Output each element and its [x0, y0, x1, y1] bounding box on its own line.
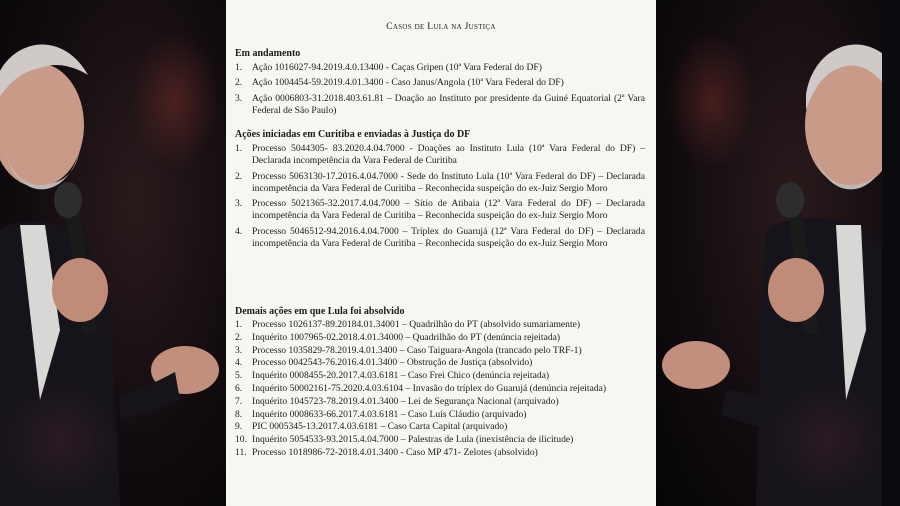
list-item: 3. Processo 5021365-32.2017.4.04.7000 – Sítio de Atibaia (12ª Vara Federal do DF) – Declarada incompetência da Vara Federal de Curitiba – Reconhecida suspeição do ex-Juiz Sergio Moro [235, 198, 645, 222]
list-item: 7. Inquérito 1045723-78.2019.4.01.3400 – Lei de Segurança Nacional (arquivado) [235, 395, 559, 407]
list-item: 2. Inquérito 1007965-02.2018.4.01.34000 – Quadrilhão do PT (denúncia rejeitada) [235, 331, 561, 343]
section-list [235, 62, 645, 120]
list-item: 6. Inquérito 50002161-75.2020.4.03.6104 – Invasão do tríplex do Guarujá (denúncia rejeitada) [235, 382, 607, 394]
section-heading: Demais ações em que Lula foi absolvido [235, 306, 405, 317]
section-heading: Em andamento [235, 48, 301, 59]
document-title: Casos de Lula na Justiça [386, 22, 496, 32]
right-speaker-photo [656, 0, 882, 506]
list-item: 5. Inquérito 0008455-20.2017.4.03.6181 – Caso Frei Chico (denúncia rejeitada) [235, 370, 550, 382]
list-item: 4. Processo 0042543-76.2016.4.01.3400 – Obstrução de Justiça (absolvido) [235, 357, 533, 369]
section-list [235, 319, 645, 460]
list-item: 1. Processo 5044305- 83.2020.4.04.7000 - Doações ao Instituto Lula (10ª Vara Federal do DF) – Declarada incompetência da Vara Federal de Curitiba [235, 143, 645, 167]
list-item: 11. Processo 1018986-72-2018.4.01.3400 - Caso MP 471- Zelotes (absolvido) [235, 446, 538, 458]
list-item: 9. PIC 0005345-13.2017.4.03.6181 – Caso Carta Capital (arquivado) [235, 421, 508, 433]
list-item: 2. Ação 1004454-59.2019.4.01.3400 - Caso Janus/Angola (10ª Vara Federal do DF) [235, 77, 564, 89]
list-item: 2. Processo 5063130-17.2016.4.04.7000 - Sede do Instituto Lula (10ª Vara Federal do DF) – Declarada incompetência da Vara Federal de Curitiba – Reconhecida suspeição do ex-Juiz Sergio Moro [235, 170, 645, 194]
document-page [226, 0, 656, 506]
list-item: 3. Ação 0006803-31.2018.403.61.81 – Doação ao Instituto por presidente da Guiné Equatorial (2ª Vara Federal de São Paulo) [235, 92, 645, 116]
list-item: 10. Inquérito 5054533-93.2015.4.04.7000 – Palestras de Lula (inexistência de ilicitude) [235, 434, 574, 446]
list-item: 1. Processo 1026137-89.20184.01.34001 – Quadrilhão do PT (absolvido sumariamente) [235, 319, 581, 330]
list-item: 4. Processo 5046512-94.2016.4.04.7000 – Tríplex do Guarujá (12ª Vara Federal do DF) – Declarada incompetência da Vara Federal de Curitiba – Reconhecida suspeição do ex-Juiz Sergio Moro [235, 225, 645, 250]
section-list [235, 143, 645, 253]
section-heading: Ações iniciadas em Curitiba e enviadas à Justiça do DF [235, 129, 471, 140]
list-item: 8. Inquérito 0008633-66.2017.4.03.6181 – Caso Luís Cláudio (arquivado) [235, 408, 527, 420]
list-item: 1. Ação 1016027-94.2019.4.0.13400 - Caças Gripen (10ª Vara Federal do DF) [235, 62, 542, 73]
left-speaker-photo [0, 0, 226, 506]
list-item: 3. Processo 1035829-78.2019.4.01.3400 – Caso Taiguara-Angola (trancado pelo TRF-1) [235, 344, 582, 356]
